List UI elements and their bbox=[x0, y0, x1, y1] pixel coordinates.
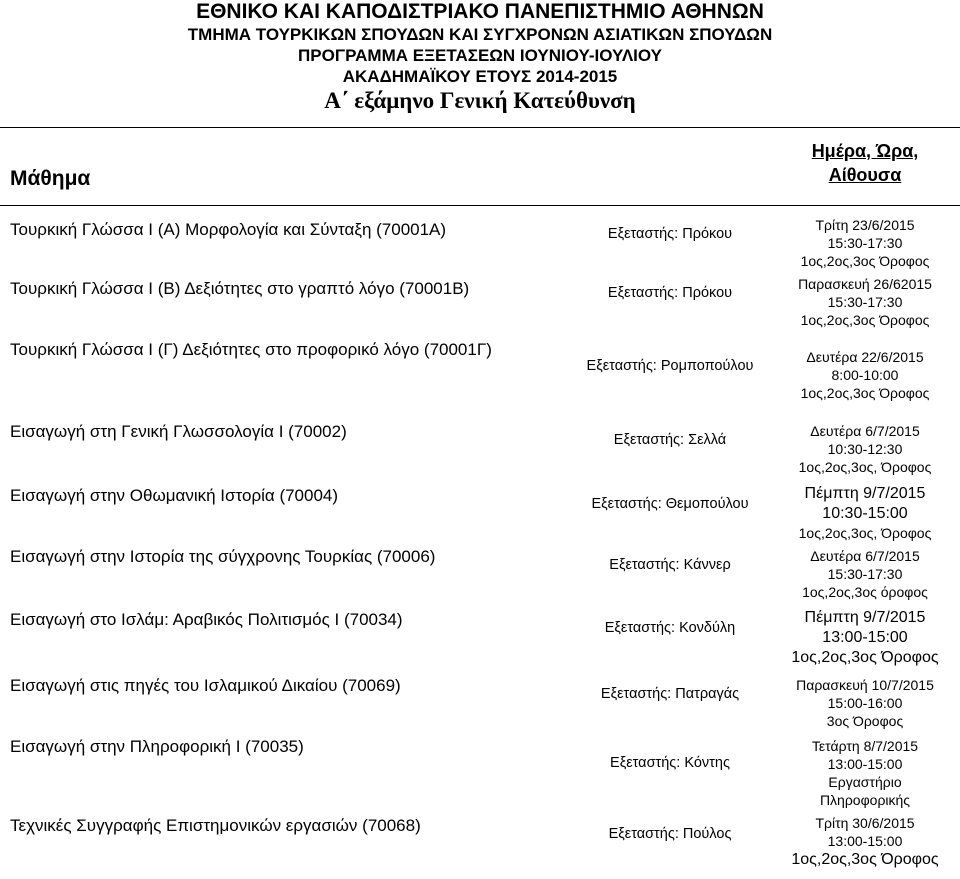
exam-date: Τετάρτη 8/7/2015 bbox=[811, 738, 919, 754]
exam-datetime-room bbox=[780, 216, 950, 270]
header-divider bbox=[0, 127, 960, 128]
exam-time: 13:00-15:00 bbox=[827, 833, 903, 849]
course-title: Εισαγωγή στις πηγές του Ισλαμικού Δικαίου (70069) bbox=[10, 676, 401, 695]
course-title: Τουρκική Γλώσσα Ι (Γ) Δεξιότητες στο προφορικό λόγο (70001Γ) bbox=[10, 340, 492, 359]
schedule-title: ΠΡΟΓΡΑΜΜΑ ΕΞΕΤΑΣΕΩΝ ΙΟΥΝΙΟΥ-ΙΟΥΛΙΟΥ bbox=[298, 46, 662, 65]
exam-time: 10:30-12:30 bbox=[827, 441, 903, 457]
exam-room: 1ος,2ος,3ος Όροφος bbox=[800, 253, 930, 269]
exam-datetime-room bbox=[780, 547, 950, 601]
exam-date: Πέμπτη 9/7/2015 bbox=[804, 609, 926, 626]
exam-date: Τρίτη 30/6/2015 bbox=[815, 815, 915, 831]
exam-time: 13:00-15:00 bbox=[827, 756, 903, 772]
course-title: Τουρκική Γλώσσα Ι (Β) Δεξιότητες στο γραπτό λόγο (70001Β) bbox=[10, 279, 470, 298]
exam-room: 3ος Όροφος bbox=[826, 713, 904, 729]
table-header-divider bbox=[0, 205, 960, 206]
exam-time: 15:30-17:30 bbox=[827, 294, 903, 310]
column-header-subject: Μάθημα bbox=[10, 167, 91, 190]
examiner: Εξεταστής: Πατραγάς bbox=[600, 686, 740, 702]
column-header-datetime-line2: Αίθουσα bbox=[828, 165, 902, 185]
column-header-datetime bbox=[790, 139, 940, 187]
examiner: Εξεταστής: Πούλος bbox=[608, 826, 732, 842]
exam-datetime-room bbox=[780, 814, 950, 870]
course-title: Τεχνικές Συγγραφής Επιστημονικών εργασιών (70068) bbox=[10, 816, 421, 835]
semester-title: Α΄ εξάμηνο Γενική Κατεύθυνση bbox=[324, 88, 636, 113]
examiner: Εξεταστής: Θεμοπούλου bbox=[591, 496, 749, 512]
university-title: ΕΘΝΙΚΟ ΚΑΙ ΚΑΠΟΔΙΣΤΡΙΑΚΟ ΠΑΝΕΠΙΣΤΗΜΙΟ ΑΘΗΝΩΝ bbox=[196, 0, 764, 23]
course-title: Τουρκική Γλώσσα Ι (Α) Μορφολογία και Σύνταξη (70001Α) bbox=[10, 220, 447, 239]
academic-year: ΑΚΑΔΗΜΑΪΚΟΥ ΕΤΟΥΣ 2014-2015 bbox=[342, 67, 618, 86]
exam-time: 8:00-10:00 bbox=[831, 367, 899, 383]
exam-datetime-room bbox=[780, 608, 950, 668]
exam-time: 13:00-15:00 bbox=[822, 629, 908, 646]
column-header-datetime-line1: Ημέρα, Ώρα, bbox=[811, 141, 919, 161]
exam-time: 15:30-17:30 bbox=[827, 235, 903, 251]
examiner: Εξεταστής: Πρόκου bbox=[607, 285, 733, 301]
exam-room: 1ος,2ος,3ος, Όροφος bbox=[798, 525, 932, 541]
exam-datetime-room bbox=[780, 348, 950, 402]
exam-date: Δευτέρα 22/6/2015 bbox=[806, 349, 924, 365]
exam-datetime-room bbox=[780, 275, 950, 329]
examiner: Εξεταστής: Σελλά bbox=[613, 432, 727, 448]
exam-room: 1ος,2ος,3ος, Όροφος bbox=[798, 459, 932, 475]
exam-room: 1ος,2ος,3ος Όροφος bbox=[800, 312, 930, 328]
course-title: Εισαγωγή στην Πληροφορική Ι (70035) bbox=[10, 737, 304, 756]
exam-date: Παρασκευή 26/62015 bbox=[798, 276, 932, 292]
course-title: Εισαγωγή στο Ισλάμ: Αραβικός Πολιτισμός Ι (70034) bbox=[10, 610, 403, 629]
course-title: Εισαγωγή στη Γενική Γλωσσολογία Ι (70002) bbox=[10, 422, 347, 441]
exam-time: 10:30-15:00 bbox=[822, 505, 908, 522]
exam-room: 1ος,2ος,3ος Όροφος bbox=[800, 385, 930, 401]
exam-date: Πέμπτη 9/7/2015 bbox=[804, 485, 926, 502]
exam-time: 15:30-17:30 bbox=[827, 566, 903, 582]
exam-datetime-room bbox=[780, 737, 950, 809]
exam-room: 1ος,2ος,3ος όροφος bbox=[802, 584, 928, 600]
course-title: Εισαγωγή στην Οθωμανική Ιστορία (70004) bbox=[10, 486, 339, 505]
document-header bbox=[0, 0, 960, 115]
exam-room: 1ος,2ος,3ος Όροφος bbox=[791, 649, 939, 666]
exam-date: Παρασκευή 10/7/2015 bbox=[796, 677, 934, 693]
exam-time: 15:00-16:00 bbox=[827, 695, 903, 711]
exam-date: Τρίτη 23/6/2015 bbox=[815, 217, 915, 233]
examiner: Εξεταστής: Κάννερ bbox=[609, 557, 731, 573]
department-title: ΤΜΗΜΑ ΤΟΥΡΚΙΚΩΝ ΣΠΟΥΔΩΝ ΚΑΙ ΣΥΓΧΡΟΝΩΝ ΑΣΙΑΤΙΚΩΝ ΣΠΟΥΔΩΝ bbox=[187, 25, 773, 44]
examiner: Εξεταστής: Πρόκου bbox=[607, 226, 733, 242]
examiner: Εξεταστής: Ρομποπούλου bbox=[586, 358, 754, 374]
exam-datetime-room bbox=[780, 676, 950, 730]
exam-room-detail: Πληροφορικής bbox=[819, 792, 911, 808]
examiner: Εξεταστής: Κονδύλη bbox=[604, 620, 736, 636]
examiner: Εξεταστής: Κόντης bbox=[610, 755, 730, 771]
exam-date: Δευτέρα 6/7/2015 bbox=[810, 423, 920, 439]
exam-room: 1ος,2ος,3ος Όροφος bbox=[791, 851, 939, 868]
course-title: Εισαγωγή στην Ιστορία της σύγχρονης Τουρκίας (70006) bbox=[10, 547, 436, 566]
exam-datetime-room bbox=[780, 422, 950, 476]
exam-date: Δευτέρα 6/7/2015 bbox=[810, 548, 920, 564]
exam-room: Εργαστήριο bbox=[828, 774, 902, 790]
exam-datetime-room bbox=[780, 484, 950, 542]
